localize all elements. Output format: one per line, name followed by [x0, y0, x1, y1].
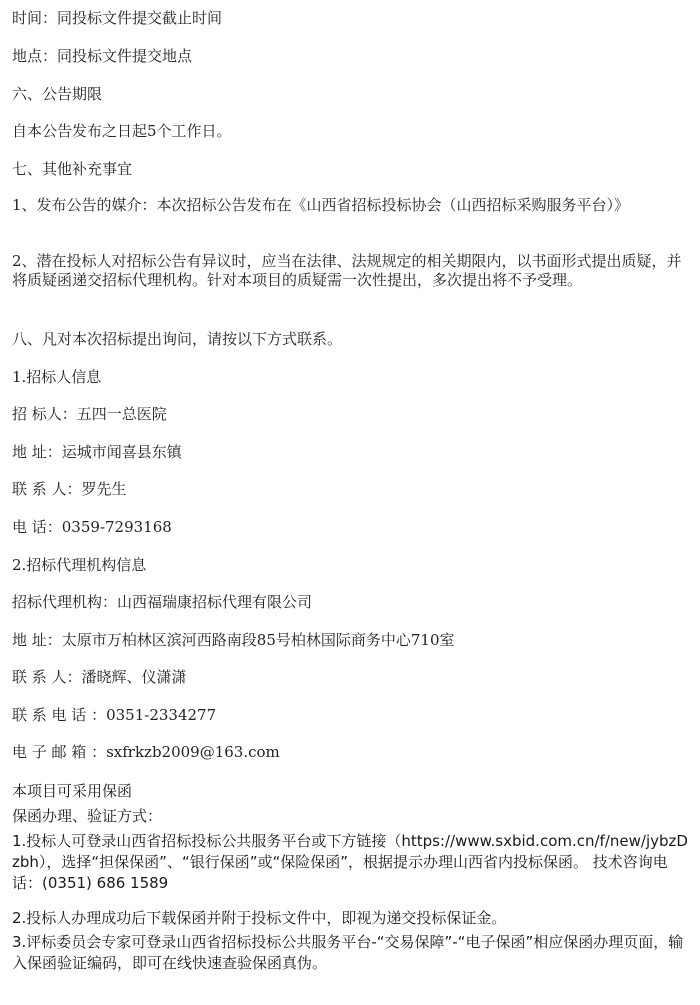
guarantee-title: 本项目可采用保函 [12, 782, 133, 800]
time-line: 时间：同投标文件提交截止时间 [12, 9, 223, 27]
agency-info-heading: 2.招标代理机构信息 [12, 556, 147, 574]
agency-phone: 联 系 电 话 ：0351-2334277 [12, 706, 217, 724]
tenderer-contact: 联 系 人：罗先生 [12, 480, 127, 498]
supplement-item-1: 1、发布公告的媒介：本次招标公告发布在《山西省招标投标协会（山西招标采购服务平台）》 [12, 196, 630, 214]
section-7-heading: 七、其他补充事宜 [12, 160, 133, 178]
tenderer-name: 招 标人：五四一总医院 [12, 405, 167, 423]
tenderer-address: 地 址：运城市闻喜县东镇 [12, 443, 182, 461]
agency-name: 招标代理机构：山西福瑞康招标代理有限公司 [12, 593, 313, 611]
place-line: 地点：同投标文件提交地点 [12, 47, 193, 65]
supplement-item-2: 2、潜在投标人对招标公告有异议时，应当在法律、法规规定的相关期限内，以书面形式提出质疑，并将质疑函递交招标代理机构。针对本项目的质疑需一次性提出，多次提出将不予受理。 [12, 252, 682, 289]
agency-email: 电 子 邮 箱 ：sxfrkzb2009@163.com [12, 743, 280, 761]
tenderer-info-heading: 1.招标人信息 [12, 368, 102, 386]
guarantee-method: 保函办理、验证方式： [12, 807, 163, 825]
announcement-period: 自本公告发布之日起5个工作日。 [12, 122, 232, 140]
guarantee-step-3: 3.评标委员会专家可登录山西省招标投标公共服务平台-“交易保障”-“电子保函”相应保函办理页面，输入保函验证编码，即可在线快速查验保函真伪。 [12, 933, 684, 972]
section-8-heading: 八、凡对本次招标提出询问，请按以下方式联系。 [12, 330, 343, 348]
guarantee-step-2: 2.投标人办理成功后下载保函并附于投标文件中，即视为递交投标保证金。 [12, 909, 507, 927]
guarantee-step-1: 1.投标人可登录山西省招标投标公共服务平台或下方链接（https://www.sxbid.com.cn/f/new/jybzDzbh），选择“担保保函”、“银行保函”或“保险保函”，根据提示办理山西省内投标保函。 技术咨询电话：(0351) 686 1589 [12, 832, 688, 892]
agency-contact: 联 系 人：潘晓辉、仪潇潇 [12, 668, 187, 686]
section-6-heading: 六、公告期限 [12, 85, 103, 103]
agency-address: 地 址：太原市万柏林区滨河西路南段85号柏林国际商务中心710室 [12, 631, 455, 649]
tenderer-phone: 电 话：0359-7293168 [12, 518, 172, 536]
